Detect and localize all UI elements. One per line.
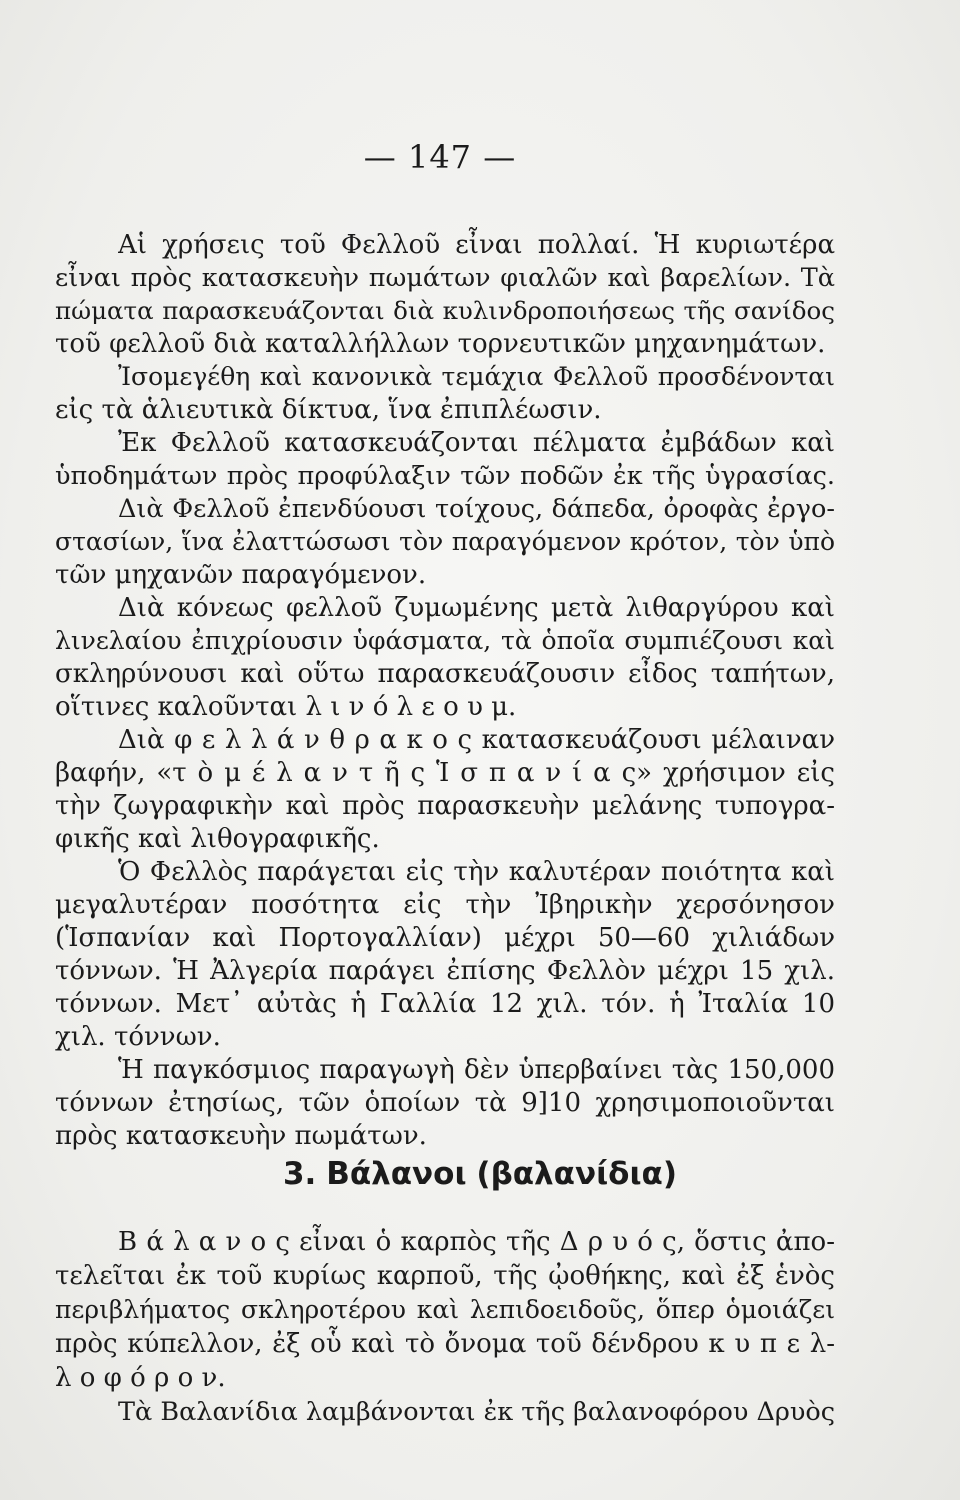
page-number: — 147 — xyxy=(363,138,517,176)
text-line: Β ά λ α ν ο ς εἶναι ὁ καρπὸς τῆς Δ ρ υ ό ς, ὅστις ἀπο- xyxy=(118,1227,835,1257)
text-line: Ἰσομεγέθη καὶ κανονικὰ τεμάχια Φελλοῦ προσδένονται xyxy=(118,362,835,391)
text-line: Διὰ φ ε λ λ ά ν θ ρ α κ ο ς κατασκευάζουσι μέλαιναν xyxy=(118,725,835,755)
text-line: τῶν μηχανῶν παραγόμενον. xyxy=(55,560,427,590)
text-line: πρὸς κατασκευὴν πωμάτων. xyxy=(55,1121,427,1151)
text-line: τὴν ζωγραφικὴν καὶ πρὸς παρασκευὴν μελάνης τυπογρα- xyxy=(55,791,835,821)
text-line: τοῦ φελλοῦ διὰ καταλλήλλων τορνευτικῶν μηχανημάτων. xyxy=(55,329,826,359)
text-line: οἵτινες καλοῦνται λ ι ν ό λ ε ο υ μ. xyxy=(55,692,517,722)
text-line: πρὸς κύπελλον, ἐξ οὗ καὶ τὸ ὄνομα τοῦ δένδρου κ υ π ε λ- xyxy=(55,1329,835,1359)
section-number: 3. xyxy=(282,1156,317,1192)
text-line: εἶναι πρὸς κατασκευὴν πωμάτων φιαλῶν καὶ βαρελίων. Τὰ xyxy=(55,263,835,293)
text-line: Τὰ Βαλανίδια λαμβάνονται ἐκ τῆς βαλανοφόρου Δρυὸς xyxy=(118,1397,835,1427)
text-line: Ὁ Φελλὸς παράγεται εἰς τὴν καλυτέραν ποιότητα καὶ xyxy=(118,857,835,887)
text-line: τόννων. Ἡ Ἀλγερία παράγει ἐπίσης Φελλὸν μέχρι 15 χιλ. xyxy=(55,956,835,986)
text-line: φικῆς καὶ λιθογραφικῆς. xyxy=(55,824,380,854)
text-line: χιλ. τόννων. xyxy=(55,1022,221,1052)
text-line: τελεῖται ἐκ τοῦ κυρίως καρποῦ, τῆς ᾠοθήκης, καὶ ἐξ ἑνὸς xyxy=(55,1261,835,1291)
text-line: τόννων ἐτησίως, τῶν ὁποίων τὰ 9]10 χρησιμοποιοῦνται xyxy=(55,1088,835,1118)
text-line: ὑποδημάτων πρὸς προφύλαξιν τῶν ποδῶν ἐκ τῆς ὑγρασίας. xyxy=(55,461,835,491)
text-line: τόννων. Μετ᾽ αὐτὰς ἡ Γαλλία 12 χιλ. τόν. ἡ Ἰταλία 10 xyxy=(55,989,835,1019)
text-line: (Ἱσπανίαν καὶ Πορτογαλλίαν) μέχρι 50—60 χιλιάδων xyxy=(55,923,835,953)
text-line: Διὰ κόνεως φελλοῦ ζυμωμένης μετὰ λιθαργύρου καὶ xyxy=(118,593,835,623)
text-line: βαφήν, «τ ὸ μ έ λ α ν τ ῆ ς Ἱ σ π α ν ί α ς» χρήσιμον εἰς xyxy=(55,758,835,788)
text-line: Ἡ παγκόσμιος παραγωγὴ δὲν ὑπερβαίνει τὰς 150,000 xyxy=(118,1055,835,1085)
section-heading xyxy=(0,1152,960,1196)
text-line: Διὰ Φελλοῦ ἐπενδύουσι τοίχους, δάπεδα, ὀροφὰς ἐργο- xyxy=(118,494,835,524)
text-line: σκληρύνουσι καὶ οὕτω παρασκευάζουσιν εἶδος ταπήτων, xyxy=(55,659,835,689)
text-line: λ ο φ ό ρ ο ν. xyxy=(55,1363,226,1393)
text-line: Ἐκ Φελλοῦ κατασκευάζονται πέλματα ἐμβάδων καὶ xyxy=(118,428,835,458)
text-line: πώματα παρασκευάζονται διὰ κυλινδροποιήσεως τῆς σανίδος xyxy=(55,296,835,325)
text-line: Αἱ χρήσεις τοῦ Φελλοῦ εἶναι πολλαί. Ἡ κυριωτέρα xyxy=(118,230,835,260)
text-line: στασίων, ἵνα ἐλαττώσωσι τὸν παραγόμενον κρότον, τὸν ὑπὸ xyxy=(55,527,835,556)
text-line: εἰς τὰ ἁλιευτικὰ δίκτυα, ἵνα ἐπιπλέωσιν. xyxy=(55,395,602,425)
section-subtitle: (βαλανίδια) xyxy=(476,1156,678,1192)
text-line: λινελαίου ἐπιχρίουσιν ὑφάσματα, τὰ ὁποῖα συμπιέζουσι καὶ xyxy=(55,626,835,655)
text-line: μεγαλυτέραν ποσότητα εἰς τὴν Ἰβηρικὴν χερσόνησον xyxy=(55,890,835,920)
text-line: περιβλήματος σκληροτέρου καὶ λεπιδοειδοῦς, ὅπερ ὁμοιάζει xyxy=(55,1295,835,1324)
section-title: Βάλανοι xyxy=(326,1156,467,1192)
